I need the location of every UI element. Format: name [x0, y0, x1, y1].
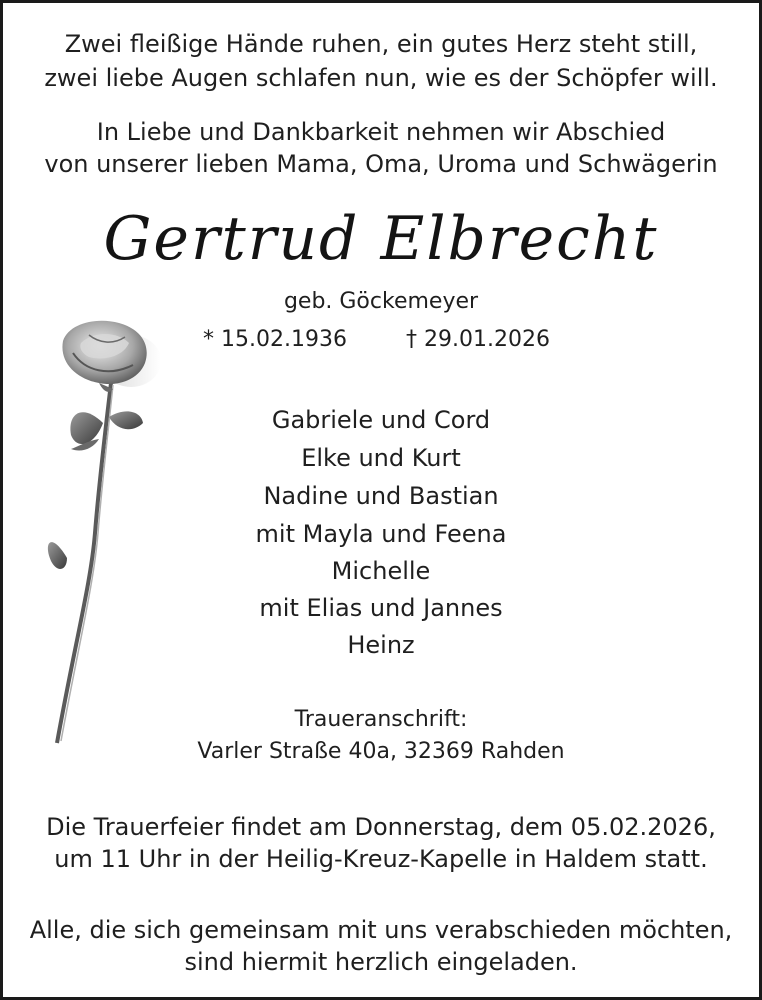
verse-line-1: Zwei fleißige Hände ruhen, ein gutes Herz steht still, [64, 30, 698, 58]
mourner-4: mit Mayla und Feena [255, 520, 507, 548]
mourner-5: Michelle [331, 557, 431, 585]
mourner-2: Elke und Kurt [301, 444, 461, 472]
intro-line-1: In Liebe und Dankbarkeit nehmen wir Abschied [96, 118, 666, 146]
birth-date: * 15.02.1936 [203, 327, 347, 352]
service-line-1: Die Trauerfeier findet am Donnerstag, dem 05.02.2026, [46, 813, 716, 841]
maiden-name: geb. Göckemeyer [283, 289, 479, 314]
deceased-name: Gertrud Elbrecht [103, 204, 659, 274]
mourner-6: mit Elias und Jannes [259, 594, 503, 622]
address-value: Varler Straße 40a, 32369 Rahden [197, 739, 565, 764]
service-line-2: um 11 Uhr in der Heilig-Kreuz-Kapelle in Haldem statt. [54, 845, 708, 873]
mourner-3: Nadine und Bastian [263, 482, 499, 510]
invitation-line-2: sind hiermit herzlich eingeladen. [184, 948, 578, 976]
intro-line-2: von unserer lieben Mama, Oma, Uroma und Schwägerin [44, 150, 718, 178]
mourner-7: Heinz [347, 631, 415, 659]
mourner-1: Gabriele und Cord [271, 406, 491, 434]
verse-line-2: zwei liebe Augen schlafen nun, wie es der Schöpfer will. [44, 64, 718, 92]
address-label: Traueranschrift: [294, 707, 468, 732]
invitation-line-1: Alle, die sich gemeinsam mit uns verabschieden möchten, [29, 916, 733, 944]
death-date: † 29.01.2026 [406, 327, 550, 352]
